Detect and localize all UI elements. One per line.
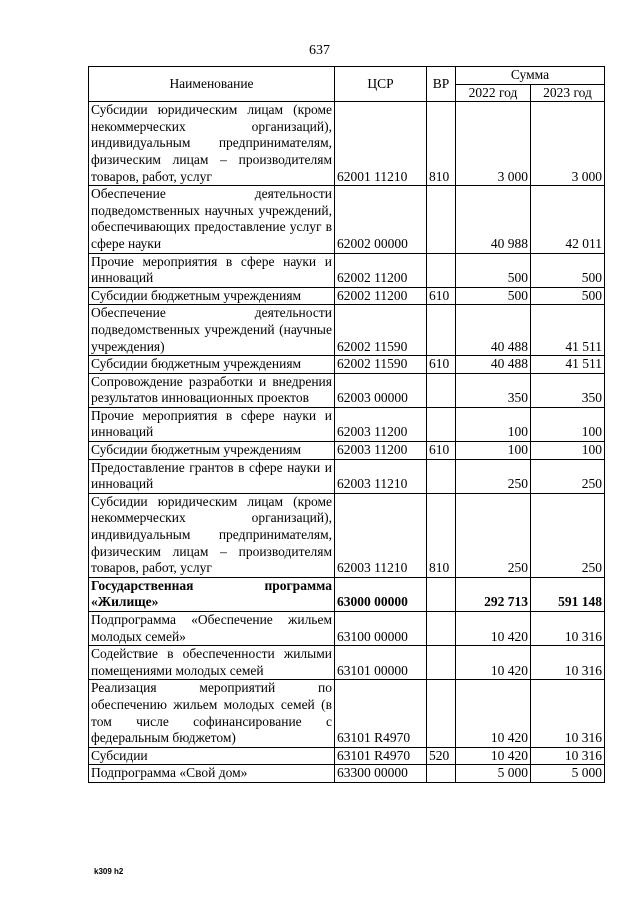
table-row xyxy=(89,287,605,305)
table-body xyxy=(89,102,605,783)
row-name: Прочие мероприятия в сфере науки и инноваций xyxy=(89,407,335,441)
row-name: Обеспечение деятельности подведомственных научных учреждений, обеспечивающих предоставление услуг в сфере науки xyxy=(89,186,335,253)
row-csr: 63101 R4970 xyxy=(335,747,427,765)
row-amount-2023: 500 xyxy=(531,287,605,305)
row-vr xyxy=(427,186,456,253)
row-amount-2023: 100 xyxy=(531,442,605,460)
row-amount-2022: 40 988 xyxy=(456,186,531,253)
row-name: Субсидии бюджетным учреждениям xyxy=(89,356,335,374)
row-csr: 63100 00000 xyxy=(335,612,427,646)
row-name: Содействие в обеспеченности жилыми помещениями молодых семей xyxy=(89,646,335,680)
footer-code: k309 h2 xyxy=(94,867,124,876)
row-csr: 62002 11200 xyxy=(335,287,427,305)
row-csr: 62003 11210 xyxy=(335,459,427,493)
row-vr: 520 xyxy=(427,747,456,765)
table-row xyxy=(89,493,605,577)
row-vr xyxy=(427,373,456,407)
row-amount-2022: 10 420 xyxy=(456,680,531,747)
row-amount-2022: 10 420 xyxy=(456,646,531,680)
row-vr xyxy=(427,646,456,680)
row-amount-2023: 41 511 xyxy=(531,305,605,356)
header-year-2022: 2022 год xyxy=(456,84,531,102)
row-amount-2023: 3 000 xyxy=(531,102,605,186)
row-amount-2023: 10 316 xyxy=(531,646,605,680)
row-vr xyxy=(427,459,456,493)
table-row xyxy=(89,186,605,253)
row-vr xyxy=(427,612,456,646)
table-row xyxy=(89,305,605,356)
row-name: Государственная программа «Жилище» xyxy=(89,577,335,611)
row-csr: 62003 00000 xyxy=(335,373,427,407)
budget-table xyxy=(88,66,605,783)
table-row xyxy=(89,680,605,747)
row-name: Обеспечение деятельности подведомственных учреждений (научные учреждения) xyxy=(89,305,335,356)
table-header xyxy=(89,67,605,102)
row-amount-2022: 500 xyxy=(456,253,531,287)
row-csr: 62002 11590 xyxy=(335,356,427,374)
row-vr xyxy=(427,253,456,287)
row-vr: 810 xyxy=(427,493,456,577)
row-vr xyxy=(427,680,456,747)
row-name: Субсидии юридическим лицам (кроме некоммерческих организаций), индивидуальным предпринимателям, физическим лицам – производителям товаров, работ, услуг xyxy=(89,102,335,186)
row-csr: 63000 00000 xyxy=(335,577,427,611)
row-amount-2023: 100 xyxy=(531,407,605,441)
row-vr: 610 xyxy=(427,287,456,305)
row-csr: 63101 R4970 xyxy=(335,680,427,747)
row-amount-2022: 250 xyxy=(456,493,531,577)
row-amount-2023: 350 xyxy=(531,373,605,407)
row-amount-2022: 500 xyxy=(456,287,531,305)
row-amount-2023: 250 xyxy=(531,459,605,493)
row-amount-2023: 42 011 xyxy=(531,186,605,253)
row-name: Субсидии бюджетным учреждениям xyxy=(89,287,335,305)
row-vr xyxy=(427,765,456,783)
table-row xyxy=(89,646,605,680)
table-row xyxy=(89,612,605,646)
table-row xyxy=(89,102,605,186)
row-vr xyxy=(427,577,456,611)
row-amount-2022: 10 420 xyxy=(456,612,531,646)
row-amount-2023: 5 000 xyxy=(531,765,605,783)
row-vr xyxy=(427,305,456,356)
row-name: Предоставление грантов в сфере науки и инноваций xyxy=(89,459,335,493)
row-amount-2022: 100 xyxy=(456,407,531,441)
table-row xyxy=(89,459,605,493)
table-row xyxy=(89,765,605,783)
row-amount-2022: 100 xyxy=(456,442,531,460)
row-csr: 62002 00000 xyxy=(335,186,427,253)
row-vr: 610 xyxy=(427,356,456,374)
row-csr: 63300 00000 xyxy=(335,765,427,783)
row-name: Субсидии юридическим лицам (кроме некоммерческих организаций), индивидуальным предпринимателям, физическим лицам – производителям товаров, работ, услуг xyxy=(89,493,335,577)
table-row xyxy=(89,356,605,374)
row-amount-2022: 5 000 xyxy=(456,765,531,783)
header-sum: Сумма xyxy=(456,67,605,85)
row-csr: 62003 11210 xyxy=(335,493,427,577)
row-csr: 62002 11200 xyxy=(335,253,427,287)
table-row xyxy=(89,442,605,460)
row-amount-2022: 250 xyxy=(456,459,531,493)
row-amount-2023: 591 148 xyxy=(531,577,605,611)
row-amount-2022: 40 488 xyxy=(456,356,531,374)
row-name: Сопровождение разработки и внедрения результатов инновационных проектов xyxy=(89,373,335,407)
row-name: Подпрограмма «Свой дом» xyxy=(89,765,335,783)
row-csr: 62001 11210 xyxy=(335,102,427,186)
header-name: Наименование xyxy=(89,67,335,102)
header-csr: ЦСР xyxy=(335,67,427,102)
row-amount-2022: 10 420 xyxy=(456,747,531,765)
row-vr: 610 xyxy=(427,442,456,460)
row-amount-2022: 3 000 xyxy=(456,102,531,186)
table-row xyxy=(89,253,605,287)
row-csr: 62002 11590 xyxy=(335,305,427,356)
row-amount-2023: 10 316 xyxy=(531,680,605,747)
row-amount-2022: 40 488 xyxy=(456,305,531,356)
page-number: 637 xyxy=(309,43,330,58)
table-row xyxy=(89,747,605,765)
row-amount-2022: 292 713 xyxy=(456,577,531,611)
row-vr: 810 xyxy=(427,102,456,186)
row-name: Прочие мероприятия в сфере науки и инноваций xyxy=(89,253,335,287)
table-row xyxy=(89,373,605,407)
row-amount-2023: 10 316 xyxy=(531,612,605,646)
row-amount-2023: 10 316 xyxy=(531,747,605,765)
header-vr: ВР xyxy=(427,67,456,102)
row-name: Подпрограмма «Обеспечение жильем молодых семей» xyxy=(89,612,335,646)
header-row-top xyxy=(89,67,605,85)
row-csr: 63101 00000 xyxy=(335,646,427,680)
row-name: Субсидии бюджетным учреждениям xyxy=(89,442,335,460)
row-amount-2023: 250 xyxy=(531,493,605,577)
row-amount-2022: 350 xyxy=(456,373,531,407)
row-amount-2023: 41 511 xyxy=(531,356,605,374)
table-row xyxy=(89,407,605,441)
row-csr: 62003 11200 xyxy=(335,407,427,441)
row-csr: 62003 11200 xyxy=(335,442,427,460)
header-year-2023: 2023 год xyxy=(531,84,605,102)
row-amount-2023: 500 xyxy=(531,253,605,287)
table-row xyxy=(89,577,605,611)
row-name: Субсидии xyxy=(89,747,335,765)
row-name: Реализация мероприятий по обеспечению жильем молодых семей (в том числе софинансирование с федеральным бюджетом) xyxy=(89,680,335,747)
row-vr xyxy=(427,407,456,441)
